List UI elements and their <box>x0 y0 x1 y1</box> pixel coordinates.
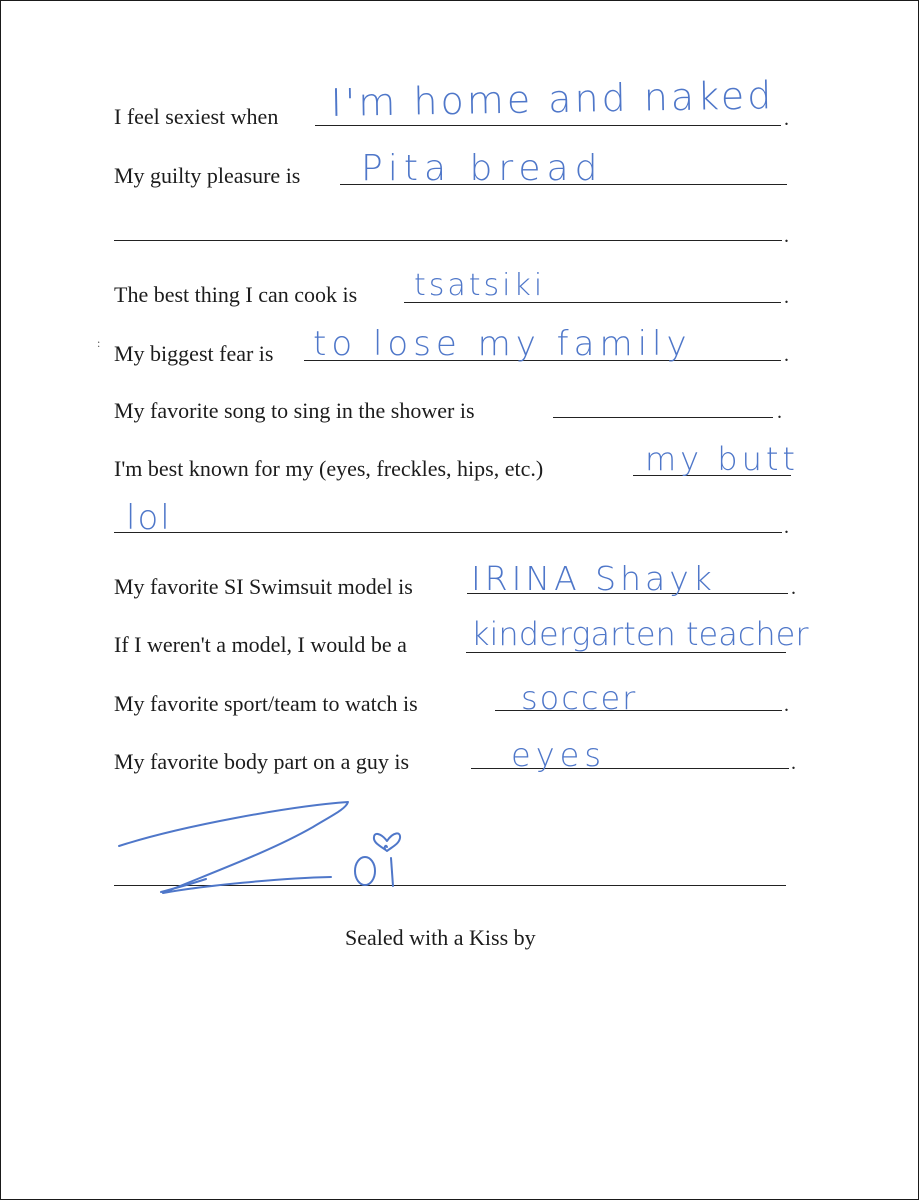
prompt-body-part: My favorite body part on a guy is <box>114 749 410 774</box>
period: . <box>784 108 789 130</box>
prompt-if-not-model: If I weren't a model, I would be a <box>114 632 407 657</box>
prompt-shower-song: My favorite song to sing in the shower is <box>114 398 475 423</box>
prompt-biggest-fear: My biggest fear is <box>114 341 274 366</box>
prompt-best-known: I'm best known for my (eyes, freckles, hips, etc.) <box>114 456 544 481</box>
answer-best-known: my butt <box>645 440 799 478</box>
answer-body-part: eyes <box>511 736 606 774</box>
answer-si-model: IRINA Shayk <box>471 559 716 598</box>
answer-sexiest: I'm home and naked <box>330 73 775 125</box>
answer-if-not-model: kindergarten teacher <box>471 615 809 653</box>
answer-favorite-sport: soccer <box>521 679 638 717</box>
prompt-guilty-pleasure: My guilty pleasure is <box>114 163 301 188</box>
answer-guilty-pleasure: Pita bread <box>361 148 604 189</box>
prompt-sexiest: I feel sexiest when <box>114 104 279 129</box>
prompt-si-model: My favorite SI Swimsuit model is <box>114 574 413 599</box>
prompt-best-cook: The best thing I can cook is <box>114 282 358 307</box>
period: . <box>784 344 789 366</box>
handwritten-signature <box>1 1 918 1199</box>
answer-biggest-fear: to lose my family <box>313 324 692 364</box>
prompt-favorite-sport: My favorite sport/team to watch is <box>114 691 418 716</box>
signature-label: Sealed with a Kiss by <box>345 925 536 950</box>
stray-mark: : <box>97 336 101 350</box>
answer-best-known-continued: lol <box>126 498 172 538</box>
period: . <box>784 286 789 308</box>
period: . <box>784 225 789 247</box>
period: . <box>791 577 796 599</box>
period: . <box>784 694 789 716</box>
answer-best-cook: tsatsiki <box>414 268 546 303</box>
period: . <box>777 401 782 423</box>
period: . <box>784 516 789 538</box>
period: . <box>791 752 796 774</box>
